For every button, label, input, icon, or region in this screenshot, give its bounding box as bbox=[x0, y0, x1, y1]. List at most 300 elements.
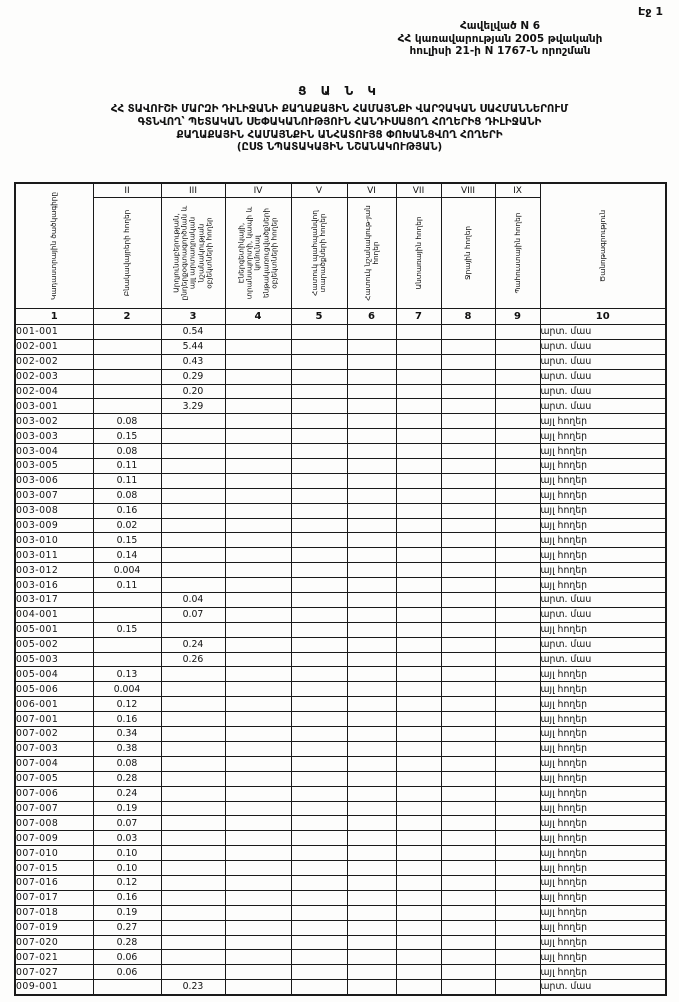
cell-cadastral-code: 003-007 bbox=[15, 488, 93, 503]
roman-numeral-vi: VI bbox=[347, 183, 396, 198]
cell-note: արտ. մաս bbox=[540, 339, 666, 354]
cell-area-value bbox=[441, 920, 495, 935]
cell-area-value bbox=[347, 518, 396, 533]
cell-area-value bbox=[347, 905, 396, 920]
cell-area-value bbox=[291, 459, 347, 474]
cell-area-value bbox=[441, 339, 495, 354]
cell-area-value bbox=[291, 741, 347, 756]
cell-area-value: 0.19 bbox=[93, 905, 161, 920]
table-row bbox=[15, 667, 666, 682]
column-header-note bbox=[540, 183, 666, 309]
cell-cadastral-code: 007-010 bbox=[15, 846, 93, 861]
cell-area-value: 0.07 bbox=[93, 816, 161, 831]
cell-area-value bbox=[495, 518, 540, 533]
cell-area-value bbox=[396, 607, 441, 622]
table-row bbox=[15, 637, 666, 652]
cell-area-value bbox=[396, 637, 441, 652]
cell-note: արտ. մաս bbox=[540, 369, 666, 384]
cell-note: արտ. մաս bbox=[540, 384, 666, 399]
cell-area-value: 0.16 bbox=[93, 890, 161, 905]
table-row bbox=[15, 697, 666, 712]
cell-area-value bbox=[225, 697, 291, 712]
cell-area-value bbox=[225, 399, 291, 414]
cell-area-value bbox=[161, 950, 225, 965]
cell-area-value bbox=[225, 622, 291, 637]
cell-area-value bbox=[495, 861, 540, 876]
cell-area-value bbox=[396, 414, 441, 429]
cell-area-value bbox=[161, 771, 225, 786]
appendix-line-2: ՀՀ կառավարության 2005 թվականի bbox=[397, 32, 603, 45]
cell-area-value: 0.11 bbox=[93, 578, 161, 593]
cell-area-value bbox=[396, 756, 441, 771]
table-row bbox=[15, 741, 666, 756]
cell-note: այլ հողեր bbox=[540, 682, 666, 697]
column-number: 9 bbox=[495, 309, 540, 325]
cell-area-value bbox=[495, 652, 540, 667]
cell-area-value bbox=[225, 682, 291, 697]
cell-area-value bbox=[396, 935, 441, 950]
cell-area-value bbox=[396, 861, 441, 876]
cell-area-value bbox=[441, 518, 495, 533]
cell-area-value: 0.34 bbox=[93, 727, 161, 742]
cell-cadastral-code: 002-001 bbox=[15, 339, 93, 354]
cell-cadastral-code: 009-001 bbox=[15, 980, 93, 995]
cell-area-value bbox=[495, 920, 540, 935]
table-row bbox=[15, 459, 666, 474]
cell-note: այլ հողեր bbox=[540, 429, 666, 444]
cell-cadastral-code: 005-006 bbox=[15, 682, 93, 697]
cell-area-value bbox=[161, 905, 225, 920]
cell-cadastral-code: 007-020 bbox=[15, 935, 93, 950]
table-row bbox=[15, 399, 666, 414]
cell-area-value: 5.44 bbox=[161, 339, 225, 354]
cell-note: այլ հողեր bbox=[540, 622, 666, 637]
cell-area-value bbox=[161, 563, 225, 578]
cell-area-value: 0.15 bbox=[93, 622, 161, 637]
cell-area-value: 0.07 bbox=[161, 607, 225, 622]
cell-area-value bbox=[347, 727, 396, 742]
cell-area-value bbox=[291, 697, 347, 712]
cell-area-value bbox=[347, 637, 396, 652]
cell-area-value bbox=[495, 786, 540, 801]
cell-area-value bbox=[441, 741, 495, 756]
cell-area-value: 0.23 bbox=[161, 980, 225, 995]
cell-area-value bbox=[495, 607, 540, 622]
cell-area-value bbox=[441, 578, 495, 593]
cell-area-value bbox=[225, 816, 291, 831]
table-row bbox=[15, 369, 666, 384]
cell-area-value bbox=[495, 593, 540, 608]
cell-area-value bbox=[291, 354, 347, 369]
cell-note: այլ հողեր bbox=[540, 741, 666, 756]
cell-note: այլ հողեր bbox=[540, 503, 666, 518]
appendix-line-3: հուլիսի 21-ի N 1767-Ն որոշման bbox=[409, 45, 591, 57]
cell-area-value bbox=[291, 756, 347, 771]
cell-area-value bbox=[347, 831, 396, 846]
column-header-cadastral-code bbox=[15, 183, 93, 309]
cell-cadastral-code: 002-003 bbox=[15, 369, 93, 384]
cell-area-value bbox=[225, 459, 291, 474]
cell-area-value bbox=[495, 741, 540, 756]
cell-area-value bbox=[225, 831, 291, 846]
table-row bbox=[15, 622, 666, 637]
cell-area-value bbox=[347, 533, 396, 548]
cell-area-value bbox=[291, 622, 347, 637]
table-row bbox=[15, 384, 666, 399]
cell-area-value bbox=[441, 533, 495, 548]
cell-area-value bbox=[441, 771, 495, 786]
cell-area-value bbox=[347, 354, 396, 369]
cell-cadastral-code: 007-007 bbox=[15, 801, 93, 816]
cell-note: արտ. մաս bbox=[540, 637, 666, 652]
cell-area-value bbox=[161, 488, 225, 503]
cell-area-value bbox=[347, 712, 396, 727]
cell-cadastral-code: 007-006 bbox=[15, 786, 93, 801]
cell-area-value bbox=[291, 861, 347, 876]
table-row bbox=[15, 414, 666, 429]
cell-area-value bbox=[495, 325, 540, 340]
cell-area-value bbox=[225, 846, 291, 861]
cell-area-value bbox=[291, 518, 347, 533]
cell-area-value bbox=[441, 667, 495, 682]
cell-note: արտ. մաս bbox=[540, 980, 666, 995]
cell-area-value bbox=[347, 429, 396, 444]
cell-area-value bbox=[291, 563, 347, 578]
cell-area-value bbox=[495, 682, 540, 697]
cell-area-value bbox=[347, 459, 396, 474]
cell-area-value bbox=[495, 801, 540, 816]
cell-area-value bbox=[441, 682, 495, 697]
column-number: 8 bbox=[441, 309, 495, 325]
cell-area-value: 0.06 bbox=[93, 965, 161, 980]
cell-area-value bbox=[441, 905, 495, 920]
cell-area-value bbox=[495, 369, 540, 384]
cell-area-value bbox=[225, 786, 291, 801]
cell-area-value bbox=[291, 965, 347, 980]
document-title: Ց Ա Ն Կ bbox=[298, 84, 381, 98]
cell-note: այլ հողեր bbox=[540, 667, 666, 682]
cell-area-value bbox=[161, 935, 225, 950]
cell-area-value bbox=[347, 622, 396, 637]
cell-area-value bbox=[396, 950, 441, 965]
appendix-reference bbox=[340, 20, 660, 58]
cell-area-value bbox=[161, 578, 225, 593]
cell-cadastral-code: 005-001 bbox=[15, 622, 93, 637]
cell-area-value bbox=[291, 920, 347, 935]
cell-note: այլ հողեր bbox=[540, 563, 666, 578]
cell-cadastral-code: 005-003 bbox=[15, 652, 93, 667]
cell-area-value: 0.10 bbox=[93, 861, 161, 876]
table-row bbox=[15, 533, 666, 548]
cell-area-value bbox=[347, 875, 396, 890]
cell-area-value bbox=[161, 846, 225, 861]
cell-area-value bbox=[441, 488, 495, 503]
cell-note: այլ հողեր bbox=[540, 801, 666, 816]
cell-area-value bbox=[225, 607, 291, 622]
cell-area-value bbox=[161, 548, 225, 563]
document-subtitle bbox=[10, 104, 669, 155]
cell-area-value bbox=[495, 354, 540, 369]
cell-area-value bbox=[347, 801, 396, 816]
table-row bbox=[15, 935, 666, 950]
cell-area-value bbox=[495, 980, 540, 995]
cell-area-value bbox=[347, 846, 396, 861]
cell-area-value: 0.26 bbox=[161, 652, 225, 667]
cell-area-value bbox=[441, 622, 495, 637]
column-header-reserve-lands: Պահուստային հողեր bbox=[495, 198, 540, 309]
cell-area-value bbox=[161, 667, 225, 682]
table-row bbox=[15, 325, 666, 340]
cell-note: այլ հողեր bbox=[540, 816, 666, 831]
cell-area-value bbox=[225, 771, 291, 786]
cell-note: արտ. մաս bbox=[540, 607, 666, 622]
cell-area-value bbox=[347, 593, 396, 608]
cell-area-value bbox=[396, 578, 441, 593]
cell-cadastral-code: 002-004 bbox=[15, 384, 93, 399]
cell-area-value bbox=[396, 816, 441, 831]
column-header-energy-transport-lands: Էներգետիկայի, տրանսպորտի, կապի և կոմունալ ենթակառուցվածքների օբյեկտների հողեր bbox=[225, 198, 291, 309]
cell-area-value bbox=[495, 935, 540, 950]
cell-area-value bbox=[441, 875, 495, 890]
cell-area-value bbox=[225, 429, 291, 444]
table-row bbox=[15, 503, 666, 518]
cell-area-value bbox=[291, 578, 347, 593]
cell-cadastral-code: 007-002 bbox=[15, 727, 93, 742]
cell-cadastral-code: 003-003 bbox=[15, 429, 93, 444]
cell-cadastral-code: 007-015 bbox=[15, 861, 93, 876]
cell-area-value bbox=[93, 399, 161, 414]
cell-area-value bbox=[225, 920, 291, 935]
cell-area-value bbox=[161, 444, 225, 459]
cell-area-value bbox=[161, 473, 225, 488]
cell-area-value bbox=[225, 325, 291, 340]
table-row bbox=[15, 682, 666, 697]
cell-note: այլ հողեր bbox=[540, 950, 666, 965]
cell-area-value: 0.54 bbox=[161, 325, 225, 340]
table-row bbox=[15, 920, 666, 935]
page-number: Էջ 1 bbox=[638, 5, 663, 18]
cell-area-value bbox=[396, 325, 441, 340]
cell-area-value bbox=[495, 533, 540, 548]
cell-area-value: 0.14 bbox=[93, 548, 161, 563]
cell-area-value bbox=[396, 741, 441, 756]
cell-area-value bbox=[161, 622, 225, 637]
cell-area-value bbox=[441, 727, 495, 742]
cell-area-value bbox=[225, 339, 291, 354]
cell-area-value bbox=[291, 339, 347, 354]
cell-area-value bbox=[495, 473, 540, 488]
cell-note: այլ հողեր bbox=[540, 712, 666, 727]
cell-area-value bbox=[347, 935, 396, 950]
cell-area-value bbox=[495, 384, 540, 399]
cell-area-value: 0.16 bbox=[93, 503, 161, 518]
cell-area-value bbox=[93, 325, 161, 340]
cell-area-value bbox=[291, 488, 347, 503]
cell-area-value bbox=[225, 652, 291, 667]
cell-area-value bbox=[396, 593, 441, 608]
cell-cadastral-code: 007-018 bbox=[15, 905, 93, 920]
cell-area-value bbox=[441, 786, 495, 801]
cell-area-value bbox=[495, 771, 540, 786]
cell-area-value bbox=[441, 980, 495, 995]
cell-area-value bbox=[495, 622, 540, 637]
cell-area-value bbox=[161, 786, 225, 801]
cell-area-value bbox=[225, 488, 291, 503]
cell-area-value bbox=[291, 473, 347, 488]
cell-area-value bbox=[441, 548, 495, 563]
cell-area-value bbox=[441, 459, 495, 474]
table-row bbox=[15, 786, 666, 801]
cell-note: այլ հողեր bbox=[540, 727, 666, 742]
cell-area-value bbox=[161, 459, 225, 474]
table-row bbox=[15, 712, 666, 727]
table-row bbox=[15, 473, 666, 488]
table-row bbox=[15, 831, 666, 846]
cell-area-value bbox=[291, 444, 347, 459]
cell-area-value bbox=[291, 980, 347, 995]
cell-area-value bbox=[225, 727, 291, 742]
cell-area-value: 0.004 bbox=[93, 682, 161, 697]
cell-area-value bbox=[161, 890, 225, 905]
cell-cadastral-code: 003-011 bbox=[15, 548, 93, 563]
cell-note: արտ. մաս bbox=[540, 652, 666, 667]
cell-note: այլ հողեր bbox=[540, 786, 666, 801]
cell-area-value bbox=[495, 548, 540, 563]
cell-area-value bbox=[225, 354, 291, 369]
cell-area-value bbox=[347, 682, 396, 697]
cell-area-value bbox=[225, 980, 291, 995]
cell-area-value bbox=[396, 473, 441, 488]
cell-area-value: 0.08 bbox=[93, 756, 161, 771]
column-numbers-row bbox=[15, 309, 666, 325]
table-row bbox=[15, 727, 666, 742]
cell-area-value bbox=[291, 727, 347, 742]
cell-area-value bbox=[225, 965, 291, 980]
table-row bbox=[15, 890, 666, 905]
cell-area-value bbox=[495, 831, 540, 846]
cell-area-value bbox=[225, 756, 291, 771]
cell-area-value bbox=[495, 459, 540, 474]
cell-area-value bbox=[291, 950, 347, 965]
cell-area-value bbox=[291, 414, 347, 429]
cell-area-value bbox=[347, 816, 396, 831]
cell-area-value bbox=[225, 444, 291, 459]
cell-cadastral-code: 007-017 bbox=[15, 890, 93, 905]
cell-area-value bbox=[225, 861, 291, 876]
table-row bbox=[15, 593, 666, 608]
cell-area-value bbox=[291, 712, 347, 727]
cell-area-value bbox=[161, 429, 225, 444]
cell-cadastral-code: 007-021 bbox=[15, 950, 93, 965]
cell-area-value bbox=[93, 354, 161, 369]
cell-area-value: 0.15 bbox=[93, 533, 161, 548]
cell-area-value bbox=[291, 667, 347, 682]
cell-area-value bbox=[396, 518, 441, 533]
cell-area-value bbox=[347, 488, 396, 503]
table-body bbox=[15, 325, 666, 995]
cell-cadastral-code: 003-016 bbox=[15, 578, 93, 593]
column-number: 4 bbox=[225, 309, 291, 325]
cell-area-value bbox=[161, 816, 225, 831]
column-header-cadastral-code-label: Կադաստրային ծածկագիրը bbox=[49, 192, 59, 301]
column-header-forest-lands: Անտառային հողեր bbox=[396, 198, 441, 309]
cell-area-value bbox=[441, 712, 495, 727]
cell-area-value bbox=[441, 503, 495, 518]
cell-area-value bbox=[495, 429, 540, 444]
cell-area-value bbox=[225, 414, 291, 429]
cell-area-value bbox=[225, 503, 291, 518]
cell-cadastral-code: 003-012 bbox=[15, 563, 93, 578]
cell-area-value bbox=[161, 741, 225, 756]
cell-area-value bbox=[396, 563, 441, 578]
cell-area-value bbox=[495, 816, 540, 831]
cell-area-value bbox=[291, 399, 347, 414]
cell-cadastral-code: 007-008 bbox=[15, 816, 93, 831]
cell-area-value bbox=[495, 712, 540, 727]
cell-cadastral-code: 003-004 bbox=[15, 444, 93, 459]
cell-area-value bbox=[495, 905, 540, 920]
table-row bbox=[15, 652, 666, 667]
cell-note: արտ. մաս bbox=[540, 593, 666, 608]
cell-area-value bbox=[495, 950, 540, 965]
cell-cadastral-code: 007-016 bbox=[15, 875, 93, 890]
roman-numeral-vii: VII bbox=[396, 183, 441, 198]
cell-area-value bbox=[291, 369, 347, 384]
cell-area-value bbox=[396, 354, 441, 369]
cell-area-value bbox=[161, 697, 225, 712]
cell-area-value bbox=[396, 399, 441, 414]
table-row bbox=[15, 444, 666, 459]
cell-area-value bbox=[161, 831, 225, 846]
cell-area-value bbox=[396, 831, 441, 846]
cell-area-value bbox=[225, 473, 291, 488]
cell-area-value bbox=[347, 548, 396, 563]
cell-area-value: 0.06 bbox=[93, 950, 161, 965]
table-row bbox=[15, 354, 666, 369]
cell-area-value bbox=[396, 667, 441, 682]
cell-note: այլ հողեր bbox=[540, 488, 666, 503]
roman-numeral-v: V bbox=[291, 183, 347, 198]
cell-area-value bbox=[291, 905, 347, 920]
cell-area-value: 0.20 bbox=[161, 384, 225, 399]
cell-area-value bbox=[161, 503, 225, 518]
cell-area-value bbox=[396, 488, 441, 503]
cell-area-value bbox=[161, 875, 225, 890]
table-row bbox=[15, 980, 666, 995]
cell-area-value bbox=[495, 444, 540, 459]
cell-area-value bbox=[93, 652, 161, 667]
table-row bbox=[15, 563, 666, 578]
table-row bbox=[15, 950, 666, 965]
cell-area-value bbox=[347, 950, 396, 965]
cell-area-value bbox=[347, 369, 396, 384]
cell-area-value bbox=[495, 875, 540, 890]
table-row bbox=[15, 801, 666, 816]
cell-area-value bbox=[225, 667, 291, 682]
cell-area-value bbox=[396, 786, 441, 801]
cell-area-value bbox=[347, 861, 396, 876]
cell-note: այլ հողեր bbox=[540, 846, 666, 861]
cell-note: այլ հողեր bbox=[540, 459, 666, 474]
cell-area-value bbox=[495, 414, 540, 429]
cell-area-value bbox=[441, 607, 495, 622]
column-number: 6 bbox=[347, 309, 396, 325]
cell-cadastral-code: 002-002 bbox=[15, 354, 93, 369]
cell-note: այլ հողեր bbox=[540, 965, 666, 980]
cell-area-value bbox=[291, 890, 347, 905]
cell-area-value bbox=[225, 741, 291, 756]
cell-area-value bbox=[291, 682, 347, 697]
